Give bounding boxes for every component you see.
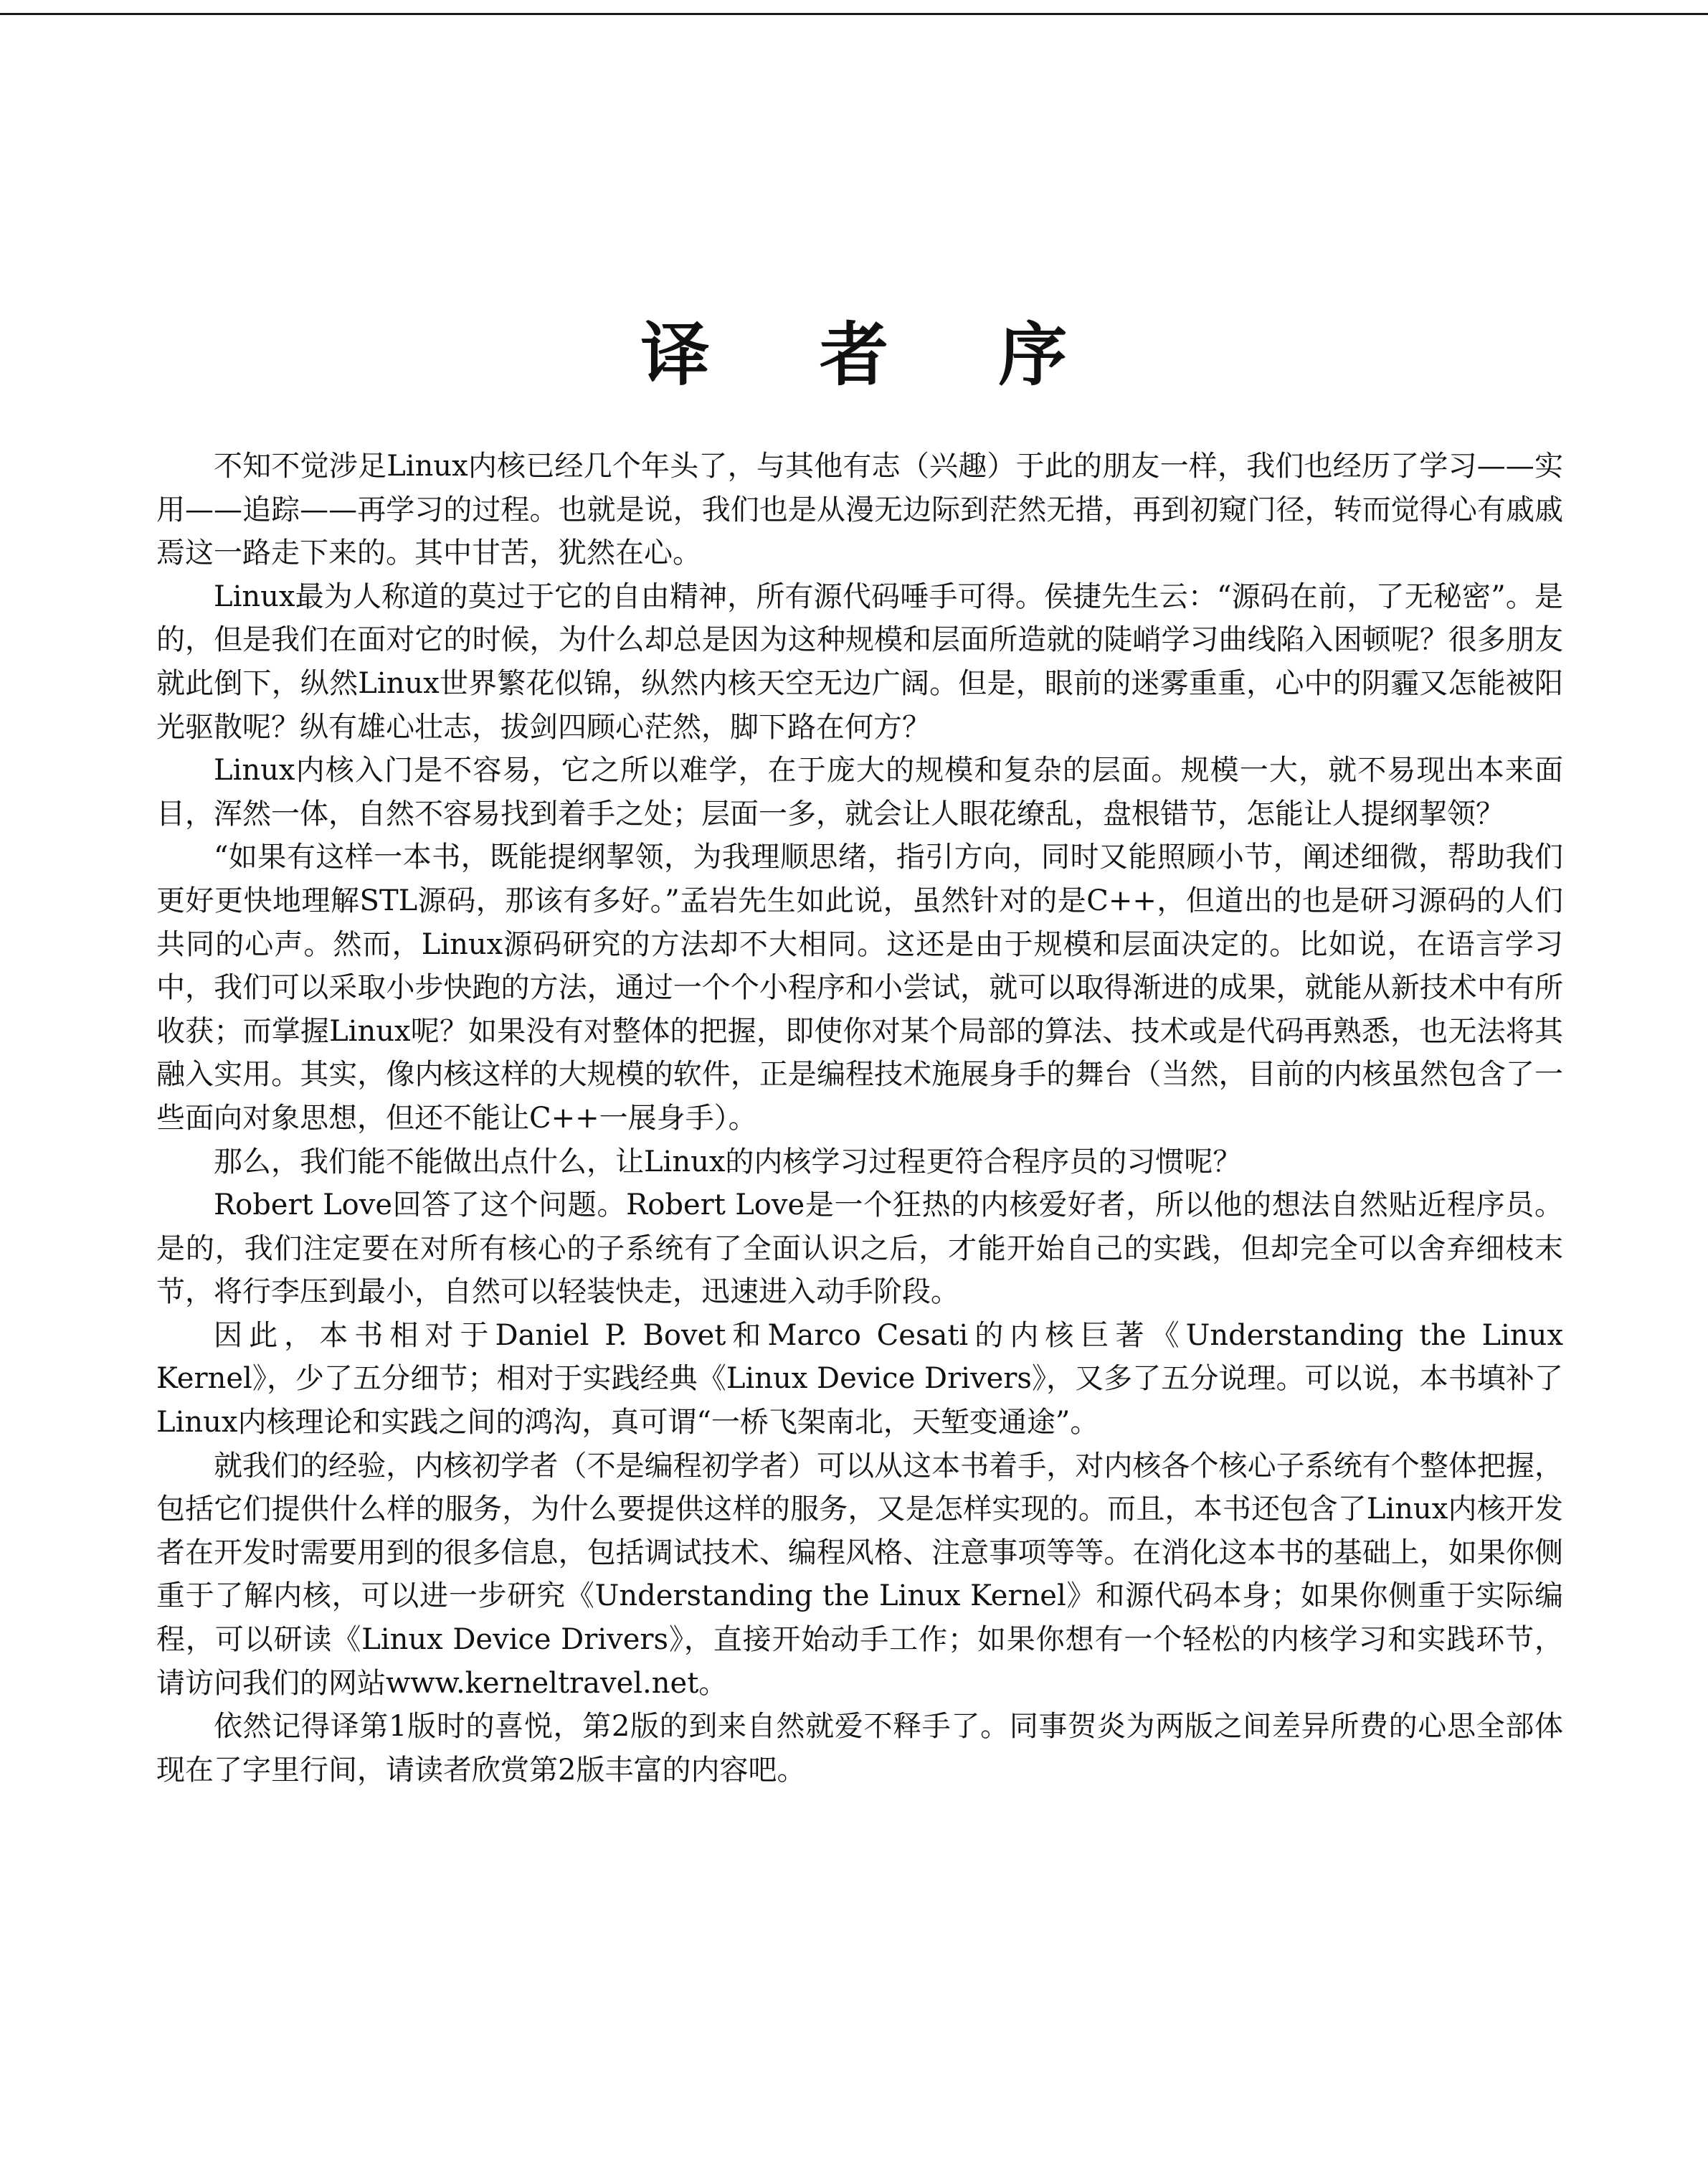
paragraph: Robert Love回答了这个问题。Robert Love是一个狂热的内核爱好者，所以他的想法自然贴近程序员。是的，我们注定要在对所有核心的子系统有了全面认识之后，才能开始自己的实践，但却完全可以舍弃细枝末节，将行李压到最小，自然可以轻装快走，迅速进入动手阶段。	[156, 1188, 1563, 1309]
paragraph: 不知不觉涉足Linux内核已经几个年头了，与其他有志（兴趣）于此的朋友一样，我们也经历了学习——实用——追踪——再学习的过程。也就是说，我们也是从漫无边际到茫然无措，再到初窥门径，转而觉得心有戚戚焉这一路走下来的。其中甘苦，犹然在心。	[156, 450, 1563, 570]
paragraph: “如果有这样一本书，既能提纲挈领，为我理顺思绪，指引方向，同时又能照顾小节，阐述细微，帮助我们更好更快地理解STL源码，那该有多好。”孟岩先生如此说，虽然针对的是C++，但道出的也是研习源码的人们共同的心声。然而，Linux源码研究的方法却不大相同。这还是由于规模和层面决定的。比如说，在语言学习中，我们可以采取小步快跑的方法，通过一个个小程序和小尝试，就可以取得渐进的成果，就能从新技术中有所收获；而掌握Linux呢？如果没有对整体的把握，即使你对某个局部的算法、技术或是代码再熟悉，也无法将其融入实用。其实，像内核这样的大规模的软件，正是编程技术施展身手的舞台（当然，目前的内核虽然包含了一些面向对象思想，但还不能让C++一展身手）。	[156, 841, 1563, 1135]
top-rule	[0, 13, 1708, 15]
paragraph: 依然记得译第1版时的喜悦，第2版的到来自然就爱不释手了。同事贺炎为两版之间差异所费的心思全部体现在了字里行间，请读者欣赏第2版丰富的内容吧。	[156, 1710, 1563, 1787]
paragraph: 那么，我们能不能做出点什么，让Linux的内核学习过程更符合程序员的习惯呢？	[214, 1145, 1242, 1178]
page-title: 译 者 序	[640, 315, 1111, 395]
paragraph: 就我们的经验，内核初学者（不是编程初学者）可以从这本书着手，对内核各个核心子系统有个整体把握，包括它们提供什么样的服务，为什么要提供这样的服务，又是怎样实现的。而且，本书还包含了Linux内核开发者在开发时需要用到的很多信息，包括调试技术、编程风格、注意事项等等。在消化这本书的基础上，如果你侧重于了解内核，可以进一步研究《Understanding the Linux Kernel》和源代码本身；如果你侧重于实际编程，可以研读《Linux Device Drivers》，直接开始动手工作；如果你想有一个轻松的内核学习和实践环节，请访问我们的网站www.kerneltravel.net。	[156, 1449, 1563, 1700]
paragraph: 因此，本书相对于Daniel P. Bovet和Marco Cesati的内核巨著《Understanding the Linux Kernel》，少了五分细节；相对于实践经典《Linux Device Drivers》，又多了五分说理。可以说，本书填补了Linux内核理论和实践之间的鸿沟，真可谓“一桥飞架南北，天堑变通途”。	[156, 1318, 1563, 1440]
paragraph: Linux内核入门是不容易，它之所以难学，在于庞大的规模和复杂的层面。规模一大，就不易现出本来面目，浑然一体，自然不容易找到着手之处；层面一多，就会让人眼花缭乱，盘根错节，怎能让人提纲挈领？	[156, 754, 1563, 831]
body-text	[156, 445, 1563, 1792]
paragraph: Linux最为人称道的莫过于它的自由精神，所有源代码唾手可得。侯捷先生云：“源码在前，了无秘密”。是的，但是我们在面对它的时候，为什么却总是因为这种规模和层面所造就的陡峭学习曲线陷入困顿呢？很多朋友就此倒下，纵然Linux世界繁花似锦，纵然内核天空无边广阔。但是，眼前的迷雾重重，心中的阴霾又怎能被阳光驱散呢？纵有雄心壮志，拔剑四顾心茫然，脚下路在何方？	[156, 580, 1563, 744]
